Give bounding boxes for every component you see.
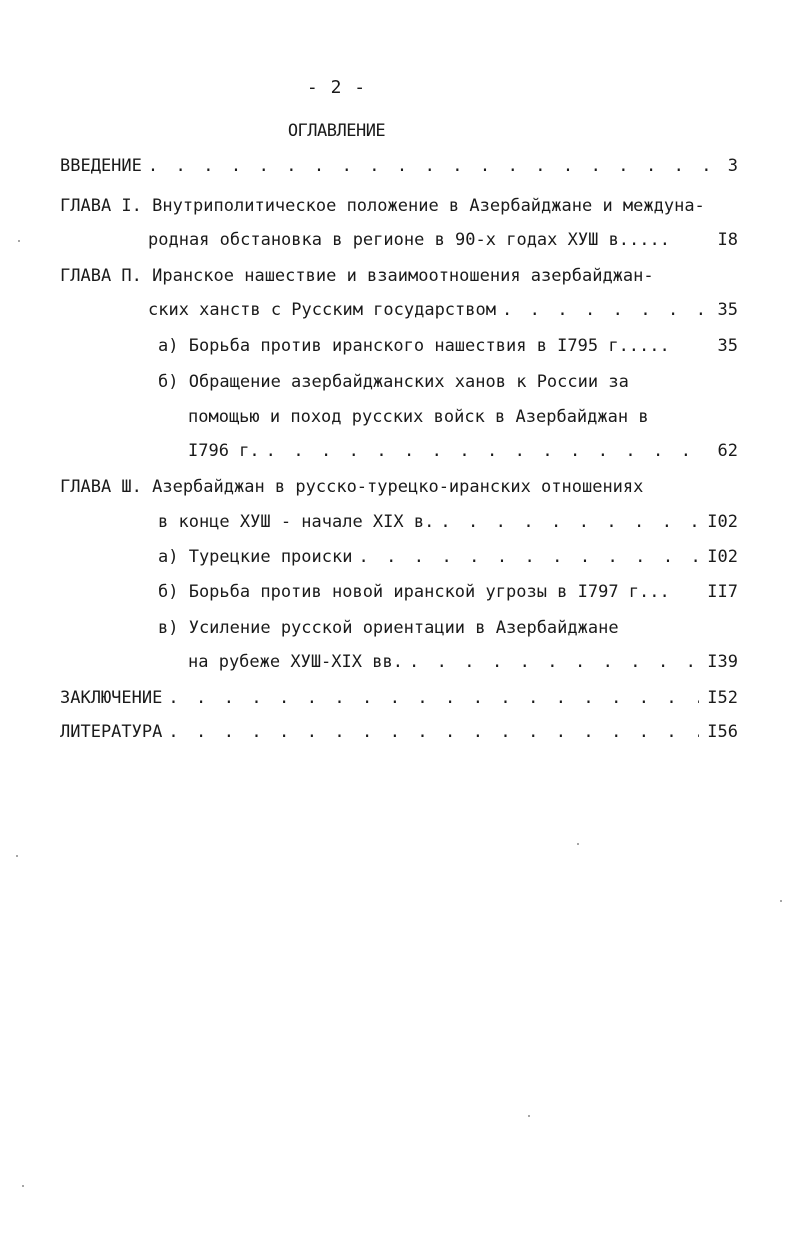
toc-chapter-2-heading[interactable]: ГЛАВА П. Иранское нашествие и взаимоотношения азербайджан- bbox=[60, 266, 654, 286]
leader-dots bbox=[434, 508, 699, 536]
toc-section-2b-entry[interactable] bbox=[188, 437, 738, 465]
leader-dots bbox=[496, 296, 710, 324]
toc-entry-page: 3 bbox=[727, 156, 738, 176]
toc-entry-text: на рубеже ХУШ-XIX вв. bbox=[188, 652, 403, 672]
toc-section-2b-line1[interactable]: б) Обращение азербайджанских ханов к России за bbox=[158, 372, 629, 392]
toc-entry-page: II7 bbox=[707, 582, 738, 602]
toc-chapter-1-entry[interactable] bbox=[148, 226, 738, 254]
leader-dots bbox=[352, 543, 699, 571]
toc-section-3b[interactable] bbox=[158, 578, 738, 606]
toc-entry-text: в конце ХУШ - начале XIX в. bbox=[158, 512, 435, 532]
toc-entry-text: ВВЕДЕНИЕ bbox=[60, 156, 142, 176]
toc-entry-page: I56 bbox=[707, 722, 738, 742]
toc-chapter-1-heading[interactable]: ГЛАВА I. Внутриполитическое положение в Азербайджане и междуна- bbox=[60, 196, 705, 216]
toc-entry-text: а) Борьба против иранского нашествия в I795 г..... bbox=[158, 336, 670, 356]
toc-entry-page: I02 bbox=[707, 547, 738, 567]
toc-entry-conclusion[interactable] bbox=[60, 684, 738, 712]
leader-dots bbox=[142, 152, 720, 180]
toc-entry-page: 62 bbox=[717, 441, 738, 461]
toc-entry-intro[interactable] bbox=[60, 152, 738, 180]
scan-speck bbox=[577, 843, 579, 845]
toc-entry-text: а) Турецкие происки bbox=[158, 547, 353, 567]
toc-entry-text: I796 г. bbox=[188, 441, 260, 461]
toc-section-3a[interactable] bbox=[158, 543, 738, 571]
leader-dots bbox=[403, 648, 699, 676]
toc-chapter-3-entry[interactable] bbox=[158, 508, 738, 536]
scan-speck bbox=[780, 900, 782, 902]
toc-entry-page: I02 bbox=[707, 512, 738, 532]
toc-entry-page: I39 bbox=[707, 652, 738, 672]
toc-section-3c-line1[interactable]: в) Усиление русской ориентации в Азербайджане bbox=[158, 618, 619, 638]
toc-entry-page: 35 bbox=[717, 300, 738, 320]
scan-speck bbox=[22, 1185, 24, 1187]
toc-entry-page: I52 bbox=[707, 688, 738, 708]
toc-entry-text: родная обстановка в регионе в 90-х годах ХУШ в..... bbox=[148, 230, 670, 250]
toc-entry-literature[interactable] bbox=[60, 718, 738, 746]
toc-section-3c-entry[interactable] bbox=[188, 648, 738, 676]
toc-section-2b-line2[interactable]: помощью и поход русских войск в Азербайджан в bbox=[188, 407, 649, 427]
scan-speck bbox=[16, 855, 18, 857]
toc-chapter-2-entry[interactable] bbox=[148, 296, 738, 324]
toc-entry-text: б) Борьба против новой иранской угрозы в I797 г... bbox=[158, 582, 670, 602]
toc-entry-page: I8 bbox=[717, 230, 738, 250]
scan-speck bbox=[528, 1115, 530, 1117]
toc-chapter-3-heading[interactable]: ГЛАВА Ш. Азербайджан в русско-турецко-иранских отношениях bbox=[60, 477, 644, 497]
scan-speck bbox=[18, 240, 20, 242]
toc-entry-text: ЗАКЛЮЧЕНИЕ bbox=[60, 688, 163, 708]
toc-entry-text: ЛИТЕРАТУРА bbox=[60, 722, 163, 742]
leader-dots bbox=[162, 718, 699, 746]
leader-dots bbox=[162, 684, 699, 712]
toc-section-2a[interactable] bbox=[158, 332, 738, 360]
page-number: - 2 - bbox=[306, 77, 367, 98]
toc-entry-text: ских ханств с Русским государством bbox=[148, 300, 496, 320]
toc-entry-page: 35 bbox=[717, 336, 738, 356]
leader-dots bbox=[260, 437, 710, 465]
toc-title: ОГЛАВЛЕНИЕ bbox=[287, 121, 386, 141]
